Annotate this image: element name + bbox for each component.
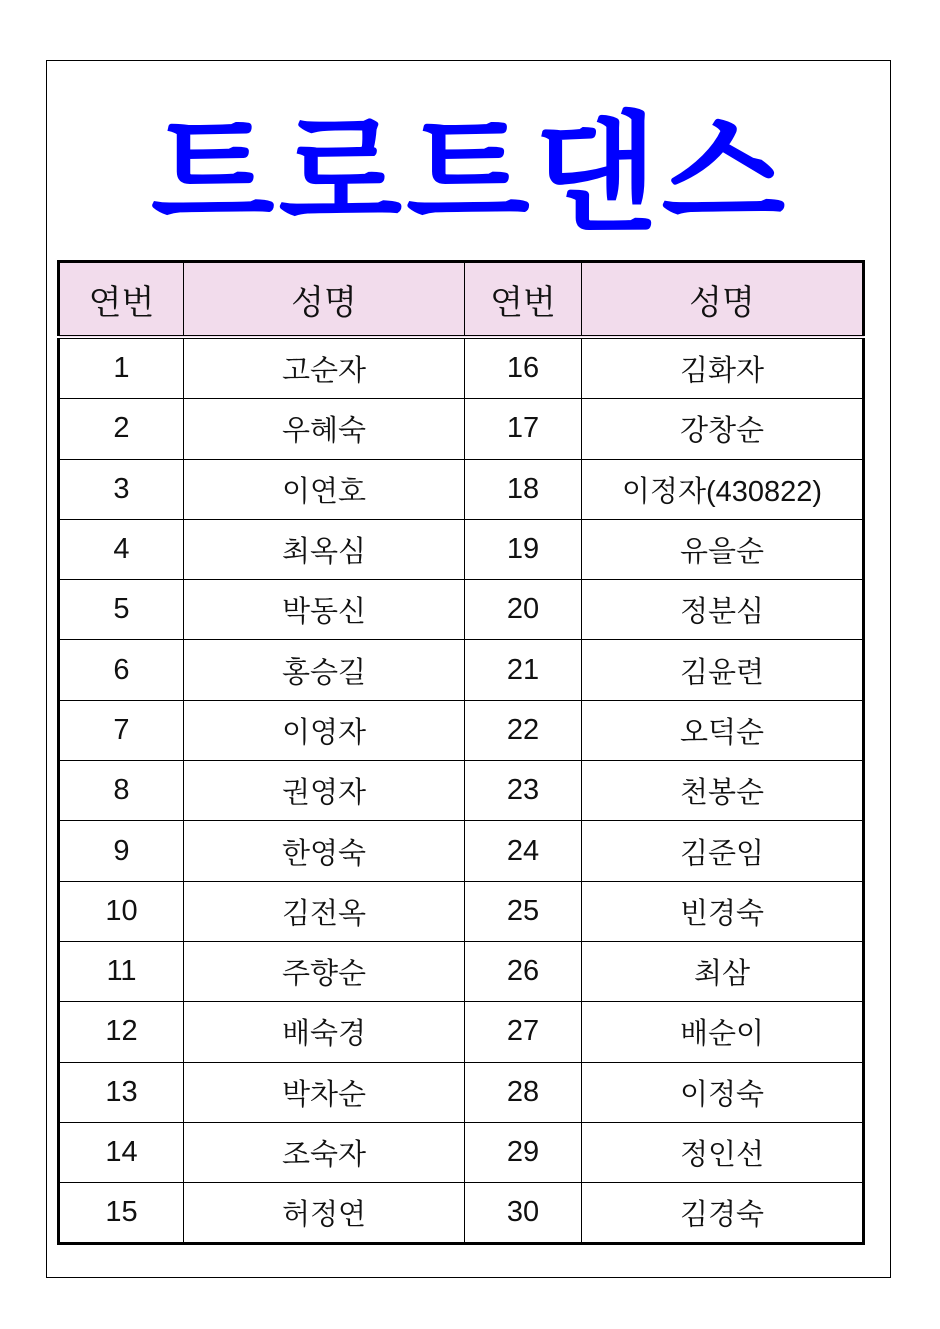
name-cell: 이정숙 (582, 1062, 864, 1122)
number-cell: 11 (59, 941, 184, 1001)
name-cell: 정분심 (582, 580, 864, 640)
number-cell: 30 (465, 1183, 582, 1244)
number-cell: 4 (59, 519, 184, 579)
roster-table (57, 260, 865, 1245)
number-cell: 24 (465, 821, 582, 881)
number-cell: 18 (465, 459, 582, 519)
number-cell: 8 (59, 761, 184, 821)
table-row (59, 941, 864, 1001)
table-row (59, 337, 864, 399)
table-row (59, 399, 864, 459)
number-cell: 26 (465, 941, 582, 1001)
number-cell: 29 (465, 1122, 582, 1182)
name-cell: 조숙자 (184, 1122, 465, 1182)
name-cell: 김준임 (582, 821, 864, 881)
table-row (59, 1183, 864, 1244)
name-cell: 이정자(430822) (582, 459, 864, 519)
table-row (59, 1002, 864, 1062)
number-cell: 25 (465, 881, 582, 941)
name-cell: 김윤련 (582, 640, 864, 700)
number-cell: 23 (465, 761, 582, 821)
name-cell: 우혜숙 (184, 399, 465, 459)
number-cell: 9 (59, 821, 184, 881)
number-cell: 12 (59, 1002, 184, 1062)
name-cell: 빈경숙 (582, 881, 864, 941)
name-cell: 박차순 (184, 1062, 465, 1122)
name-cell: 권영자 (184, 761, 465, 821)
name-cell: 허정연 (184, 1183, 465, 1244)
number-cell: 13 (59, 1062, 184, 1122)
table-row (59, 821, 864, 881)
number-cell: 22 (465, 700, 582, 760)
number-cell: 1 (59, 337, 184, 399)
name-cell: 정인선 (582, 1122, 864, 1182)
name-cell: 최삼 (582, 941, 864, 1001)
page-title: 트로트댄스 (150, 103, 790, 246)
table-row (59, 881, 864, 941)
table-row (59, 580, 864, 640)
number-cell: 14 (59, 1122, 184, 1182)
name-cell: 홍승길 (184, 640, 465, 700)
table-row (59, 459, 864, 519)
name-cell: 이연호 (184, 459, 465, 519)
header-number-left: 연번 (59, 262, 184, 338)
name-cell: 유을순 (582, 519, 864, 579)
number-cell: 2 (59, 399, 184, 459)
number-cell: 28 (465, 1062, 582, 1122)
table-header-row (59, 262, 864, 338)
number-cell: 27 (465, 1002, 582, 1062)
name-cell: 고순자 (184, 337, 465, 399)
table-row (59, 700, 864, 760)
name-cell: 강창순 (582, 399, 864, 459)
table-row (59, 640, 864, 700)
name-cell: 오덕순 (582, 700, 864, 760)
name-cell: 주향순 (184, 941, 465, 1001)
name-cell: 최옥심 (184, 519, 465, 579)
name-cell: 김화자 (582, 337, 864, 399)
number-cell: 7 (59, 700, 184, 760)
name-cell: 한영숙 (184, 821, 465, 881)
name-cell: 배순이 (582, 1002, 864, 1062)
number-cell: 5 (59, 580, 184, 640)
name-cell: 이영자 (184, 700, 465, 760)
number-cell: 10 (59, 881, 184, 941)
table-row (59, 519, 864, 579)
number-cell: 17 (465, 399, 582, 459)
table-row (59, 1062, 864, 1122)
name-cell: 김전옥 (184, 881, 465, 941)
number-cell: 3 (59, 459, 184, 519)
number-cell: 19 (465, 519, 582, 579)
table-body (59, 337, 864, 1244)
header-number-right: 연번 (465, 262, 582, 338)
header-name-right: 성명 (582, 262, 864, 338)
name-cell: 배숙경 (184, 1002, 465, 1062)
number-cell: 6 (59, 640, 184, 700)
name-cell: 김경숙 (582, 1183, 864, 1244)
table-row (59, 761, 864, 821)
number-cell: 16 (465, 337, 582, 399)
number-cell: 21 (465, 640, 582, 700)
table-row (59, 1122, 864, 1182)
name-cell: 박동신 (184, 580, 465, 640)
number-cell: 20 (465, 580, 582, 640)
name-cell: 천봉순 (582, 761, 864, 821)
header-name-left: 성명 (184, 262, 465, 338)
number-cell: 15 (59, 1183, 184, 1244)
